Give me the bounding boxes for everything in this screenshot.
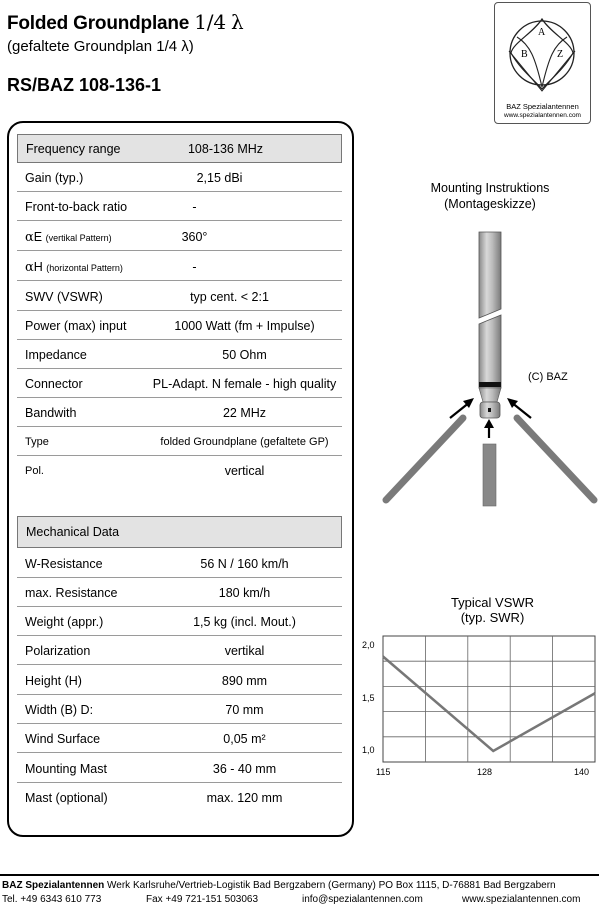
spec-value: PL-Adapt. N female - high quality [152,377,337,391]
spec-row-power [17,311,342,340]
ground-radial-right [517,418,594,500]
mech-value: 70 mm [225,703,264,717]
mech-row-width [17,695,342,724]
footer-divider [0,874,599,876]
spec-value: 2,15 dBi [196,171,243,185]
spec-label: Pol. [25,465,44,477]
spec-value: - [192,260,197,274]
spec-label: Gain (typ.) [25,171,84,185]
mech-label: Polarization [25,644,91,658]
spec-label: Impedance [25,348,87,362]
spec-label: αE (vertikal Pattern) [25,230,112,245]
connector-base [480,402,500,418]
ground-radial-left [386,418,463,500]
spec-row-connector [17,369,342,398]
spec-value: 360° [181,230,208,244]
mech-row-mounting-mast [17,754,342,783]
logo-letter-b: B [521,49,528,60]
logo-letter-a: A [538,27,546,38]
mech-value: 180 km/h [218,586,271,600]
logo-company-name: BAZ Spezialantennen [506,102,579,111]
lambda-symbol: λ [230,10,244,34]
mech-row-weight [17,607,342,636]
y-tick-label: 1,0 [362,745,375,755]
spec-value: vertical [224,464,265,478]
x-tick-label: 140 [574,767,590,777]
mech-label: Weight (appr.) [25,615,104,629]
radiator-element-lower [479,315,501,402]
spec-row-bandwidth [17,398,342,427]
mech-value: max. 120 mm [206,791,283,805]
footer-website[interactable]: www.spezialantennen.com [462,894,581,905]
title-fraction: 1/4 [194,10,226,34]
y-tick-label: 2,0 [362,640,375,650]
spec-value: 50 Ohm [222,348,267,362]
mech-value: 1,5 kg (incl. Mout.) [193,615,296,629]
logo-url: www.spezialantennen.com [504,112,581,119]
spec-label: Front-to-back ratio [25,200,128,214]
spec-label: Type [25,436,49,448]
spec-row-front-back [17,192,342,221]
section-heading: Mechanical Data [26,525,120,539]
mech-value: 36 - 40 mm [212,762,277,776]
spec-label: αH (horizontal Pattern) [25,260,123,275]
mech-label: W-Resistance [25,557,103,571]
mech-value: 56 N / 160 km/h [200,557,289,571]
baz-logo [494,2,591,124]
spec-value: 1000 Watt (fm + Impulse) [174,319,315,333]
x-tick-label: 115 [376,767,391,777]
footer-company: BAZ Spezialantennen [2,880,105,891]
mech-label: max. Resistance [25,586,118,600]
mechanical-data-header [17,516,342,548]
mech-label: Width (B) D: [25,703,94,717]
mech-value: 890 mm [221,674,268,688]
mech-row-polarization [17,636,342,665]
footer-email[interactable]: info@spezialantennen.com [302,894,423,905]
mech-label: Wind Surface [25,732,101,746]
mech-value: 0,05 m² [223,732,266,746]
mech-label: Height (H) [25,674,82,688]
spec-value: 108-136 MHz [187,142,264,156]
footer-fax: Fax +49 721-151 503063 [146,894,259,905]
spec-value: - [192,200,197,214]
model-number: RS/BAZ 108-136-1 [7,75,162,95]
chart-title: Typical VSWR (typ. SWR) [450,595,535,625]
arrow-up-icon [484,419,494,438]
footer-address: Werk Karlsruhe/Vertrieb-Logistik Bad Bergzabern (Germany) PO Box 1115, D-76881 Bad Bergzabern [107,880,556,891]
mech-label: Mast (optional) [25,791,108,805]
mech-row-w-resistance [17,549,342,578]
footer-tel: Tel. +49 6343 610 773 [2,894,102,905]
mech-row-mast-optional [17,783,342,812]
footer-address-line [2,880,556,891]
logo-letter-z: Z [557,49,564,60]
mounting-instructions-title: Mounting Instruktions (Montageskizze) [430,181,550,211]
spec-label: Power (max) input [25,319,127,333]
logo-emblem-icon [495,3,590,103]
spec-label: Connector [25,377,83,391]
spec-row-type [17,427,342,456]
arrow-right-icon [507,398,531,418]
spec-row-pol [17,456,342,485]
spec-label: Frequency range [26,142,121,156]
mounting-mast [483,444,496,506]
spec-row-vswr [17,282,342,311]
x-tick-label: 128 [477,767,493,777]
mech-value: vertikal [224,644,265,658]
spec-label: Bandwith [25,406,77,420]
mech-row-wind-surface [17,724,342,753]
vswr-series-line [383,657,595,752]
spec-row-impedance [17,340,342,369]
spec-row-gain [17,163,342,192]
spec-value: typ cent. < 2:1 [190,290,269,304]
spec-header-frequency [17,134,342,163]
spec-value: 22 MHz [222,406,267,420]
spec-label: SWV (VSWR) [25,290,103,304]
spec-row-alpha-h [17,252,342,281]
radiator-element-upper [479,232,501,318]
page-subtitle: (gefaltete Groundplan 1/4 λ) [7,38,194,55]
page-title: Folded Groundplane 1/4 λ [7,10,244,34]
spec-value: folded Groundplane (gefaltete GP) [160,436,329,448]
arrow-left-icon [450,398,474,418]
mech-label: Mounting Mast [25,762,107,776]
copyright-label: (C) BAZ [528,371,568,383]
mech-row-max-resistance [17,578,342,607]
spec-row-alpha-e [17,222,342,251]
mech-row-height [17,666,342,695]
y-tick-label: 1,5 [362,693,375,703]
chart-plot-area [383,636,595,762]
